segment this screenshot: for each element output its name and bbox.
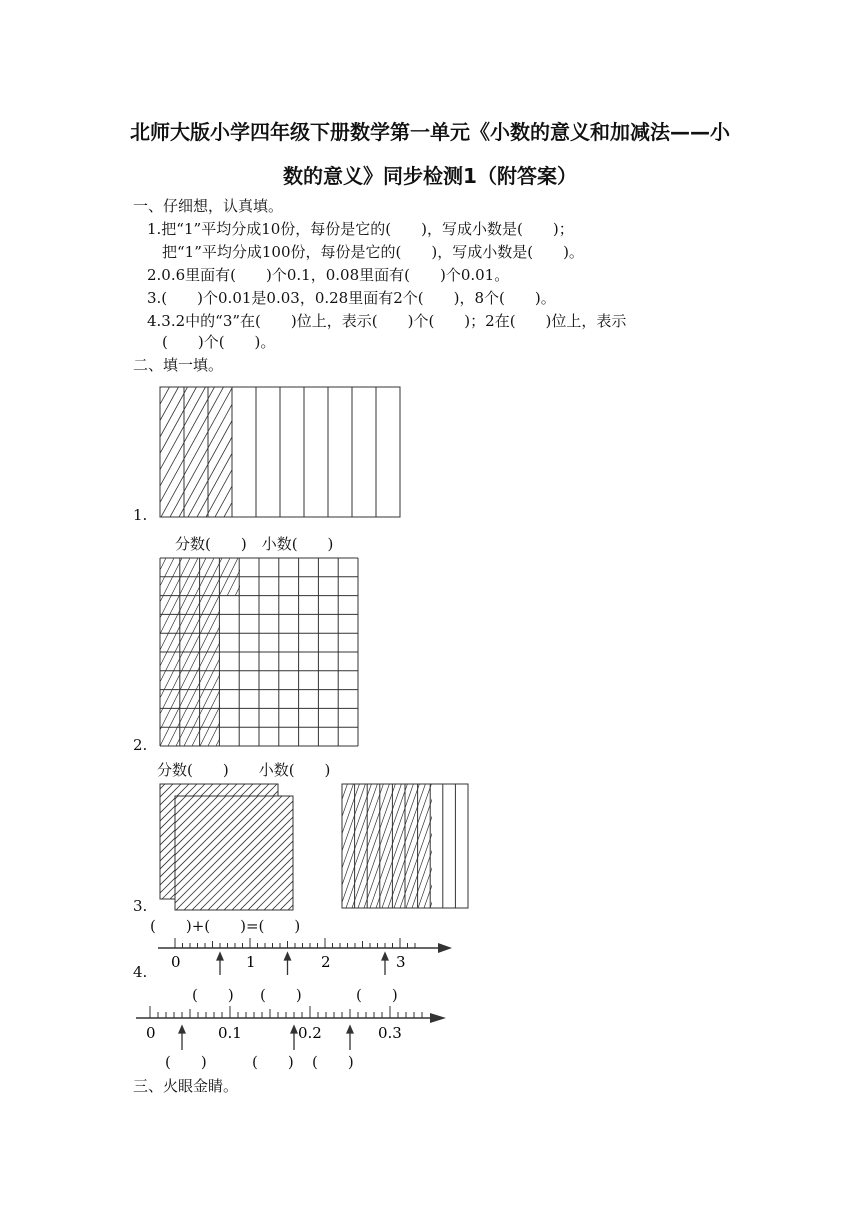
number-line-1-blank-3: ( ) xyxy=(356,986,398,1004)
problem-2-answer-label: 分数( ) 小数( ) xyxy=(157,761,331,779)
number-line-2-blank-1: ( ) xyxy=(165,1053,207,1071)
question-1a: 1.把“1”平均分成10份，每份是它的( )，写成小数是( )； xyxy=(147,220,574,238)
number-line-2-blank-2: ( ) xyxy=(252,1053,294,1071)
svg-text:0: 0 xyxy=(171,953,181,971)
question-2: 2.0.6里面有( )个0.1，0.08里面有( )个0.01。 xyxy=(147,266,510,284)
svg-text:0.1: 0.1 xyxy=(218,1024,242,1042)
question-1b: 把“1”平均分成100份，每份是它的( )，写成小数是( )。 xyxy=(162,243,584,261)
figure-tenths-square xyxy=(342,784,470,910)
title-line-1: 北师大版小学四年级下册数学第一单元《小数的意义和加减法——小 xyxy=(130,120,730,144)
number-line-tenths xyxy=(130,1004,450,1052)
svg-text:2: 2 xyxy=(321,953,331,971)
svg-text:3: 3 xyxy=(396,953,406,971)
svg-text:0: 0 xyxy=(146,1024,156,1042)
problem-1-number: 1. xyxy=(133,506,148,524)
section-1-heading: 一、仔细想，认真填。 xyxy=(133,197,284,215)
question-4b: ( )个( )。 xyxy=(162,333,276,351)
question-4a: 4.3.2中的“3”在( )位上，表示( )个( )；2在( )位上，表示 xyxy=(147,312,627,330)
svg-text:0.2: 0.2 xyxy=(298,1024,322,1042)
svg-text:1: 1 xyxy=(246,953,256,971)
figure-whole-squares xyxy=(160,784,295,914)
problem-1-answer-label: 分数( ) 小数( ) xyxy=(175,535,334,553)
figure-hundredths-grid xyxy=(160,558,358,746)
number-line-2-blank-3: ( ) xyxy=(312,1053,354,1071)
section-3-heading: 三、火眼金睛。 xyxy=(133,1077,239,1095)
figure-tenths-strips xyxy=(160,387,400,517)
section-2-heading: 二、填一填。 xyxy=(133,356,224,374)
problem-4-number: 4. xyxy=(133,963,148,981)
svg-text:0.3: 0.3 xyxy=(378,1024,402,1042)
problem-2-number: 2. xyxy=(133,736,148,754)
number-line-1-blank-2: ( ) xyxy=(260,986,302,1004)
problem-3-number: 3. xyxy=(133,897,148,915)
title-line-2: 数的意义》同步检测1（附答案） xyxy=(283,164,577,188)
problem-3-equation: ( )+( )=( ) xyxy=(150,917,301,935)
number-line-1-blank-1: ( ) xyxy=(192,986,234,1004)
number-line-units xyxy=(150,935,460,980)
question-3: 3.( )个0.01是0.03，0.28里面有2个( )，8个( )。 xyxy=(147,289,556,307)
